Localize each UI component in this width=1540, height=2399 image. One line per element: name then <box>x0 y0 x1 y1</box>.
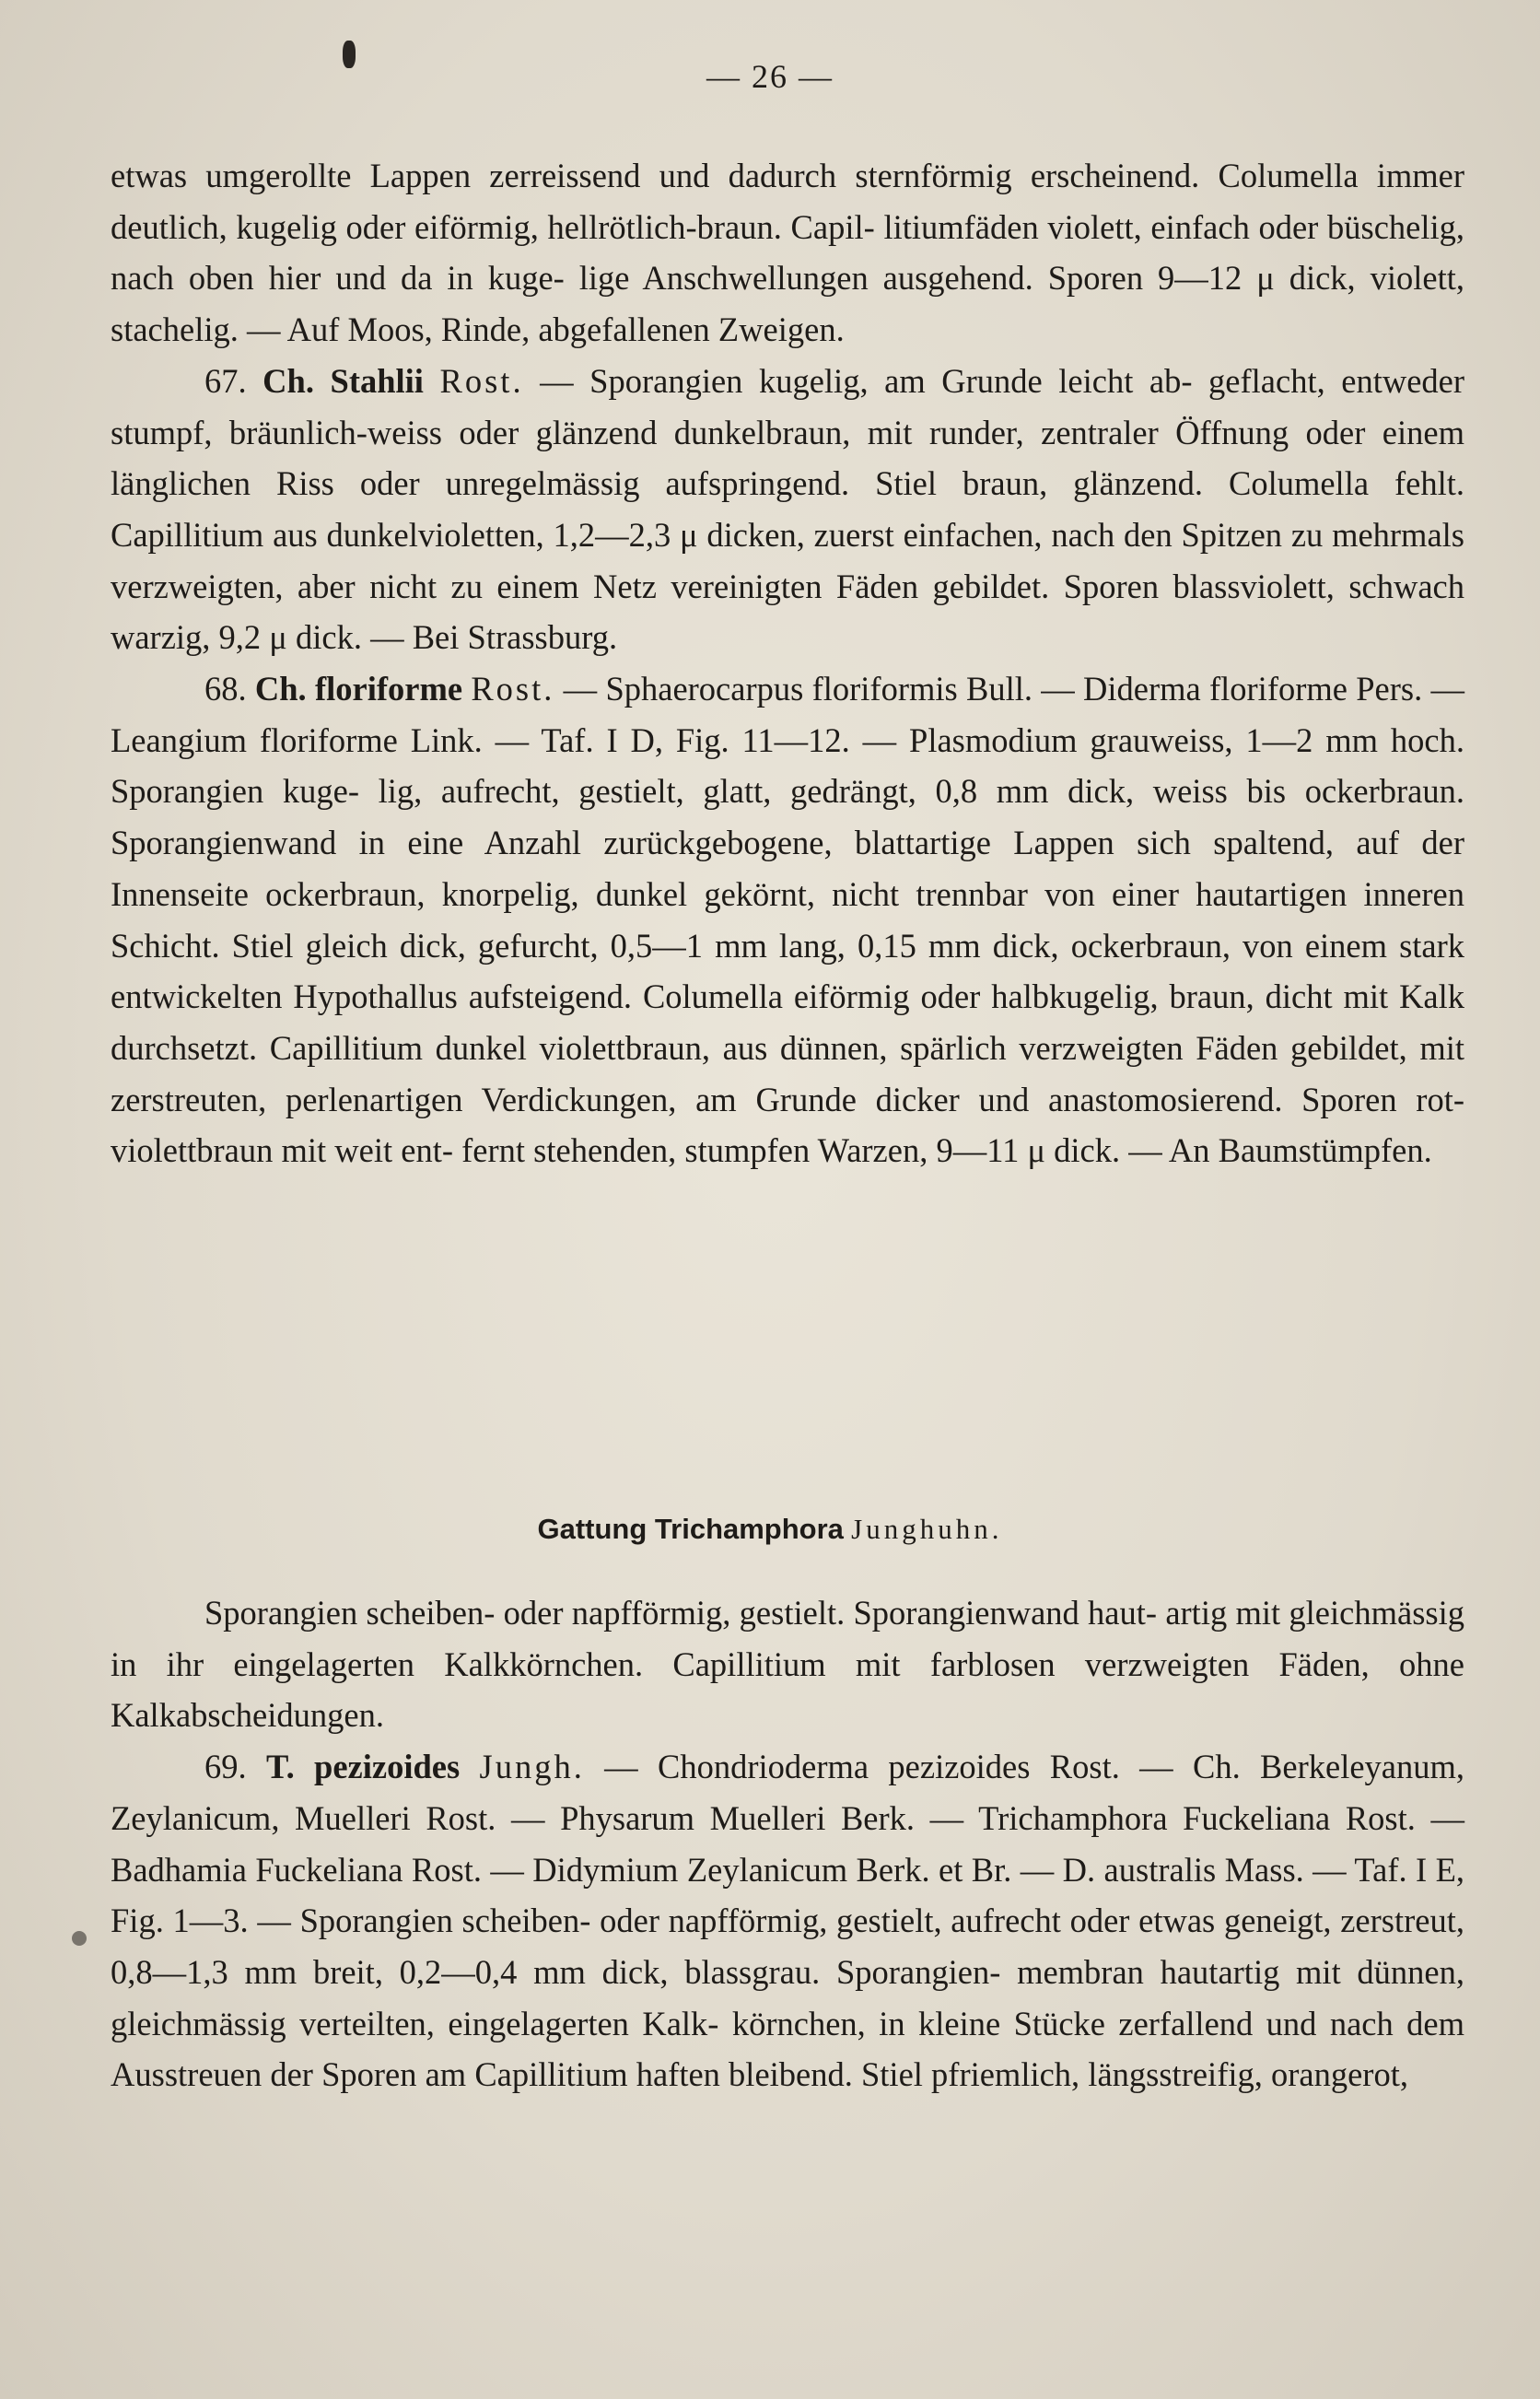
text-line: zerstreut, 0,8—1,3 mm breit, 0,2—0,4 mm dick, blassgrau. Sporangien- <box>111 1902 1465 1991</box>
species-name: pezizoides <box>314 1748 461 1786</box>
genus-abbreviation: Ch. <box>254 670 307 708</box>
text-line: Hypothallus aufsteigend. Columella eiförmig oder halbkugelig, braun, dicht <box>293 977 1333 1016</box>
text-line: mehrmals verzweigten, aber nicht zu einem Netz vereinigten Fäden gebildet. <box>111 515 1464 605</box>
genus-abbreviation: Ch. <box>262 361 314 400</box>
text-line: trennbar von einer hautartigen inneren Schicht. Stiel gleich dick, gefurcht, <box>111 874 1464 965</box>
text-line: Fig. 11—12. — Plasmodium grauweiss, 1—2 mm hoch. Sporangien kuge- <box>111 720 1464 811</box>
species-entry-68 <box>111 663 1464 1176</box>
text-line: membran hautartig mit dünnen, gleichmässig verteilten, eingelagerten Kalk- <box>111 1952 1464 2042</box>
text-line: etwas umgerollte Lappen zerreissend und dadurch sternförmig erscheinend. <box>111 157 1200 194</box>
text-line: Berkeleyanum, Zeylanicum, Muelleri Rost. — Physarum Muelleri Berk. — <box>111 1748 1465 1837</box>
text-line: — Sphaerocarpus floriformis Bull. — <box>554 670 1075 708</box>
species-name: floriforme <box>314 670 463 708</box>
text-line: mit Kalk durchsetzt. Capillitium dunkel violettbraun, aus dünnen, spärlich <box>111 977 1465 1067</box>
text-line: verzweigten Fäden gebildet, mit zerstreuten, perlenartigen Verdickungen, am <box>111 1028 1465 1118</box>
text-line: Columella immer deutlich, kugelig oder eiförmig, hellrötlich-braun. Capil- <box>111 157 1465 246</box>
text-line: lig, aufrecht, gestielt, glatt, gedrängt, 0,8 mm dick, weiss bis ockerbraun. <box>378 772 1465 811</box>
species-author: Rost. <box>471 670 555 708</box>
text-block-species <box>111 150 1464 1176</box>
text-line: spaltend, auf der Innenseite ockerbraun, knorpelig, dunkel gekörnt, nicht <box>111 824 1464 913</box>
entry-number: 68. <box>204 670 247 708</box>
text-line: geflacht, entweder stumpf, bräunlich-weiss oder glänzend dunkelbraun, mit <box>111 361 1465 451</box>
genus-heading <box>0 1513 1540 1547</box>
text-line: Diderma floriforme Pers. — Leangium floriforme Link. — Taf. I D, <box>111 670 1464 759</box>
entry-number: 67. <box>204 361 247 400</box>
text-line: aufspringend. Stiel braun, glänzend. Columella fehlt. Capillitium aus <box>111 464 1464 554</box>
genus-abbreviation: T. <box>265 1748 295 1786</box>
text-line: Sporangien scheiben- oder napfförmig, gestielt. Sporangienwand haut- <box>204 1594 1158 1632</box>
genus-description <box>111 1587 1464 1741</box>
page-number: — 26 — <box>706 58 834 95</box>
text-line: dunkelvioletten, 1,2—2,3 μ dicken, zuerst einfachen, nach den Spitzen zu <box>326 515 1324 554</box>
text-line: litiumfäden violett, einfach oder büschelig, nach oben hier und da in kuge- <box>111 207 1465 298</box>
text-line: fernt stehenden, stumpfen Warzen, 9—11 μ dick. — An Baumstümpfen. <box>461 1131 1432 1170</box>
text-line: Sporangienwand in eine Anzahl zurückgebogene, blattartige Lappen sich <box>111 824 1191 862</box>
species-name: Stahlii <box>330 361 424 400</box>
species-entry-69 <box>111 1741 1464 2101</box>
text-line: 0,5—1 mm lang, 0,15 mm dick, ockerbraun, von einem stark entwickelten <box>111 926 1465 1016</box>
species-author: Jungh. <box>479 1748 585 1786</box>
text-line: lige Anschwellungen ausgehend. Sporen 9—12 μ dick, violett, stachelig. — <box>111 259 1464 349</box>
species-entry-67 <box>111 356 1464 663</box>
text-line: Grunde dicker und anastomosierend. Sporen rot-violettbraun mit weit ent- <box>111 1080 1464 1170</box>
continuation-paragraph <box>111 150 1464 356</box>
text-line: Auf Moos, Rinde, abgefallenen Zweigen. <box>286 310 845 349</box>
ink-speck <box>72 1931 87 1946</box>
entry-number: 69. <box>204 1748 247 1786</box>
text-line: Trichamphora Fuckeliana Rost. — Badhamia Fuckeliana Rost. — Didymium <box>111 1798 1465 1889</box>
text-line: Sporen blassviolett, schwach warzig, 9,2 μ dick. — Bei Strassburg. <box>111 567 1465 657</box>
text-line: — Sporangien kugelig, am Grunde leicht ab- <box>523 361 1193 400</box>
genus-heading-author: Junghuhn. <box>851 1513 1003 1545</box>
text-line: artig mit gleichmässig in ihr eingelagerten Kalkkörnchen. Capillitium mit <box>111 1594 1464 1683</box>
text-line: farblosen verzweigten Fäden, ohne Kalkabscheidungen. <box>111 1644 1464 1735</box>
genus-heading-label: Gattung Trichamphora <box>537 1513 844 1545</box>
text-line: Zeylanicum Berk. et Br. — D. australis Mass. — Taf. I E, Fig. 1—3. — <box>111 1850 1464 1940</box>
text-block-genus <box>111 1587 1464 2101</box>
text-line: runder, zentraler Öffnung oder einem länglichen Riss oder unregelmässig <box>111 413 1464 503</box>
text-line: körnchen, in kleine Stücke zerfallend und nach dem Ausstreuen der Sporen <box>111 2004 1465 2094</box>
text-line: Sporangien scheiben- oder napfförmig, gestielt, aufrecht oder etwas geneigt, <box>299 1902 1332 1940</box>
text-line: am Capillitium haften bleibend. Stiel pfriemlich, längsstreifig, orangerot, <box>425 2055 1408 2094</box>
text-line: — Chondrioderma pezizoides Rost. — Ch. <box>584 1748 1241 1786</box>
species-author: Rost. <box>439 361 524 400</box>
